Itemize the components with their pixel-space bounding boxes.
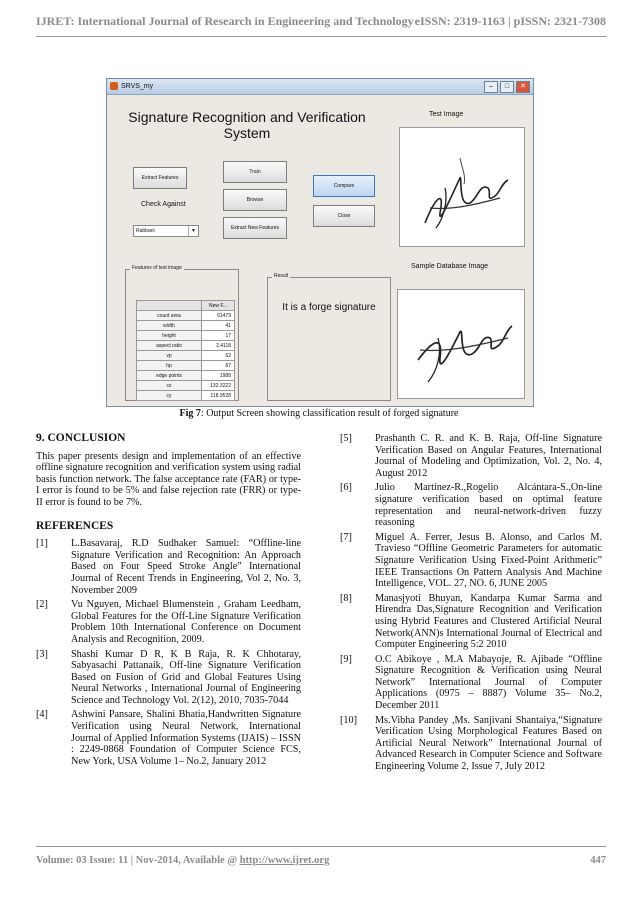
features-group-title: Features of test image — [132, 265, 182, 271]
sample-database-label: Sample Database Image — [411, 263, 489, 270]
matlab-icon — [110, 82, 118, 90]
page-number: 447 — [590, 855, 606, 866]
features-table — [136, 300, 235, 401]
journal-name: IJRET: International Journal of Research in Engineering and Technology — [36, 14, 414, 28]
window-titlebar — [107, 79, 533, 95]
result-group — [267, 273, 391, 401]
train-button[interactable]: Train — [223, 161, 287, 183]
table-row: hp 67 — [137, 361, 235, 371]
features-group — [125, 265, 239, 401]
running-header — [36, 8, 606, 32]
reference-item: [10] Ms.Vibha Pandey ,Ms. Sanjivani Shantaiya,“Signature Verification Using Morphological Features Based on Artificial Neural Network” International Journal of Advanced Research in Computer Science and Software Engineering Volume 2, Issue 7, July 2012 — [340, 714, 602, 773]
table-header: New F... — [202, 301, 235, 311]
figure-caption — [0, 408, 638, 419]
reference-item: [1] L.Basavaraj, R.D Sudhaker Samuel: “Offline-line Signature Verification and Recognition: An Approach Based on Four Speed Stroke Angle” International Journal of Recent Trends in Engineering, Vol 2, No. 3, November 2009 — [36, 538, 301, 596]
test-signature-image — [399, 127, 525, 247]
running-footer — [36, 855, 606, 866]
check-against-label: Check Against — [141, 201, 186, 208]
chevron-down-icon[interactable]: ▼ — [188, 226, 198, 236]
compare-button[interactable]: Compare — [313, 175, 375, 197]
reference-item: [2] Vu Nguyen, Michael Blumenstein , Graham Leedham, Global Features for the Off-Line Signature Verification Problem 10th International Conference on Document Analysis and Recognition, 2009. — [36, 599, 301, 645]
close-icon[interactable]: ✕ — [516, 81, 530, 93]
extract-new-features-button[interactable]: Extract New Features — [223, 217, 287, 239]
table-row: vp 52 — [137, 351, 235, 361]
references-heading: REFERENCES — [36, 519, 114, 532]
footer-rule — [36, 846, 606, 847]
app-window-figure — [106, 78, 534, 407]
table-row: cy 118.9528 — [137, 391, 235, 401]
left-column — [36, 433, 301, 770]
maximize-icon[interactable]: □ — [500, 81, 514, 93]
result-text: It is a forge signature — [282, 302, 376, 313]
minimize-icon[interactable]: – — [484, 81, 498, 93]
journal-link[interactable]: http://www.ijret.org — [239, 855, 330, 866]
reference-item: [3] Shashi Kumar D R, K B Raja, R. K Chhotaray, Sabyasachi Pattanaik, Off-line Signature Verification Based on Fusion of Grid and Global Features Using Neural Networks , International Journal of Engineering Science and Technology Vol. 2(12), 2010, 7035-7044 — [36, 648, 301, 706]
window-title: SRVS_my — [121, 83, 154, 90]
reference-item: [8] Manasjyoti Bhuyan, Kandarpa Kumar Sarma and Hirendra Das,Signature Recognition and Verification using Hybrid Features and Clustered Artificial Neural Network(ANN)s International Journal of Electrical and Computer Engineering 5:2 2010 — [340, 592, 602, 651]
reference-item: [4] Ashwini Pansare, Shalini Bhatia,Handwritten Signature Verification using Neural Network, International Journal of Applied Information Systems (IJAIS) – ISSN : 2249-0868 Foundation of Computer Science FCS, New York, USA Volume 1– No.2, January 2012 — [36, 709, 301, 767]
header-rule — [36, 36, 606, 37]
extract-features-button[interactable]: Extract Features — [133, 167, 187, 189]
close-button[interactable]: Close — [313, 205, 375, 227]
sample-signature-image — [397, 289, 525, 399]
figure-label: Fig 7 — [179, 408, 201, 419]
app-title: Signature Recognition and Verification System — [128, 109, 366, 141]
table-row: edge points 1988 — [137, 371, 235, 381]
conclusion-heading: 9. CONCLUSION — [36, 432, 126, 444]
issn: eISSN: 2319-1163 | pISSN: 2321-7308 — [414, 14, 606, 28]
caption-text: : Output Screen showing classification result of forged signature — [200, 408, 459, 419]
footer-volume: Volume: 03 Issue: 11 | Nov-2014, Available @ — [36, 855, 240, 866]
conclusion-body: This paper presents design and implementation of an effective offline signature recognition and verification system using radial basis function network. The false acceptance rate (FAR) or type-I error is found to be 5% and false rejection rate (FRR) or type-II error is found to be 7%. — [36, 450, 301, 508]
right-column — [340, 433, 602, 776]
reference-item: [7] Miguel A. Ferrer, Jesus B. Alonso, and Carlos M. Travieso “Offline Geometric Parameters for automatic Signature Verification Using Fixed-Point Arithmetic” IEEE Transactions On Pattern Analysis And Machine Intelligence, VOL. 27, NO. 6, JUNE 2005 — [340, 531, 602, 590]
reference-item: [6] Julio Martínez-R.,Rogelio Alcántara-S.,On-line signature verification based on optimal feature representation and neural-network-driven fuzzy reasoning — [340, 482, 602, 529]
window-controls — [484, 81, 530, 93]
table-row: aspect ratio 2.4118 — [137, 341, 235, 351]
result-group-title: Result — [274, 273, 289, 279]
reference-item: [9] O.C Abikoye , M.A Mabayoje, R. Ajibade “Offline Signature Recognition & Verification using Neural Network” International Journal of Computer Applications (0975 – 8887) Volume 35– No.2, December 2011 — [340, 653, 602, 712]
database-dropdown[interactable] — [133, 225, 199, 237]
table-row: cx 132.3222 — [137, 381, 235, 391]
table-row: width 41 — [137, 321, 235, 331]
browse-button[interactable]: Browse — [223, 189, 287, 211]
test-image-label: Test Image — [429, 111, 464, 118]
reference-item: [5] Prashanth C. R. and K. B. Raja, Off-line Signature Verification Based on Angular Features, International Journal of Modeling and Optimization, Vol. 2, No. 4, August 2012 — [340, 433, 602, 479]
dropdown-value: Rabbani — [136, 228, 155, 234]
table-row: height 17 — [137, 331, 235, 341]
table-row: count area 61479 — [137, 311, 235, 321]
